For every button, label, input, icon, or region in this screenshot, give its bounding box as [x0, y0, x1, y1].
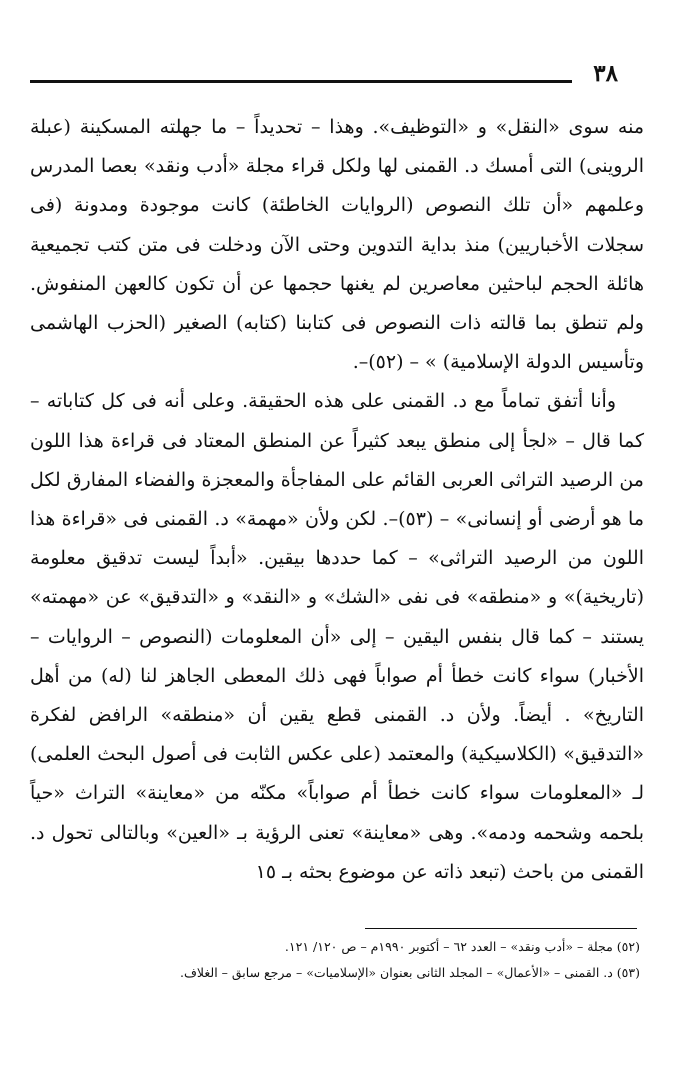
page-header	[30, 58, 642, 98]
paragraph: منه سوى «النقل» و «التوظيف». وهذا – تحديداً – ما جهلته المسكينة (عبلة الروينى) التى أمسك د. القمنى لها ولكل قراء مجلة «أدب ونقد» بعصا المدرس وعلمهم «أن تلك النصوص (الروايات الخاطئة) كانت موجودة ومدونة (فى سجلات الأخباريين) منذ بداية التدوين وحتى الآن ودخلت فى متن كتب تجميعية هائلة الحجم لباحثين معاصرين لم يغنها حجمها عن أن تكون كالعهن المنفوش. ولم تنطق بما قالته ذات النصوص فى كتابنا (كتابه) الصغير (الحزب الهاشمى وتأسيس الدولة الإسلامية) » – (٥٢)–.	[30, 116, 644, 374]
paragraph: وأنا أتفق تماماً مع د. القمنى على هذه الحقيقة. وعلى أنه فى كل كتاباته – كما قال – «لجأ إلى منطق يبعد كثيراً عن المنطق المعتاد فى قراءة هذا اللون من الرصيد التراثى العربى القائم على المفاجأة والمعجزة والفضاء المفارق لكل ما هو أرضى أو إنسانى» – (٥٣)–. لكن ولأن «مهمة» د. القمنى فى «قراءة هذا اللون من الرصيد التراثى» – كما حددها بيقين. «أبداً ليست تدقيق معلومة (تاريخية)» و «منطقه» فى نفى «الشك» و «النقد» و «التدقيق» عن «مهمته» يستند – كما قال بنفس اليقين – إلى «أن المعلومات (النصوص – الروايات – الأخبار) سواء كانت خطأ أم صواباً فهى ذلك المعطى الجاهز لنا (له) من أهل التاريخ» . أيضاً. ولأن د. القمنى قطع يقين أن «منطقه» الرافض لفكرة «التدقيق» (الكلاسيكية) والمعتمد (على عكس الثابت فى أصول البحث العلمى) لـ «المعلومات سواء كانت خطأ أم صواباً» مكنّه من «معاينة» التراث «حياً بلحمه وشحمه ودمه». وهى «معاينة» تعنى الرؤية بـ «العين» وبالتالى تحول د. القمنى من باحث (تبعد ذاته عن موضوع بحثه بـ ١٥	[30, 390, 644, 883]
footnote-52: (٥٢) مجلة – «أدب ونقد» – العدد ٦٢ – أكتوبر ١٩٩٠م – ص ١٢٠/ ١٢١.	[284, 939, 640, 954]
header-rule	[30, 80, 572, 83]
footnote-rule	[365, 928, 637, 929]
page-number: ٣٨	[593, 60, 618, 87]
footnotes	[100, 934, 640, 986]
body-text	[30, 108, 644, 892]
footnote-53: (٥٣) د. القمنى – «الأعمال» – المجلد الثانى بعنوان «الإسلاميات» – مرجع سابق – الغلاف.	[179, 965, 640, 980]
